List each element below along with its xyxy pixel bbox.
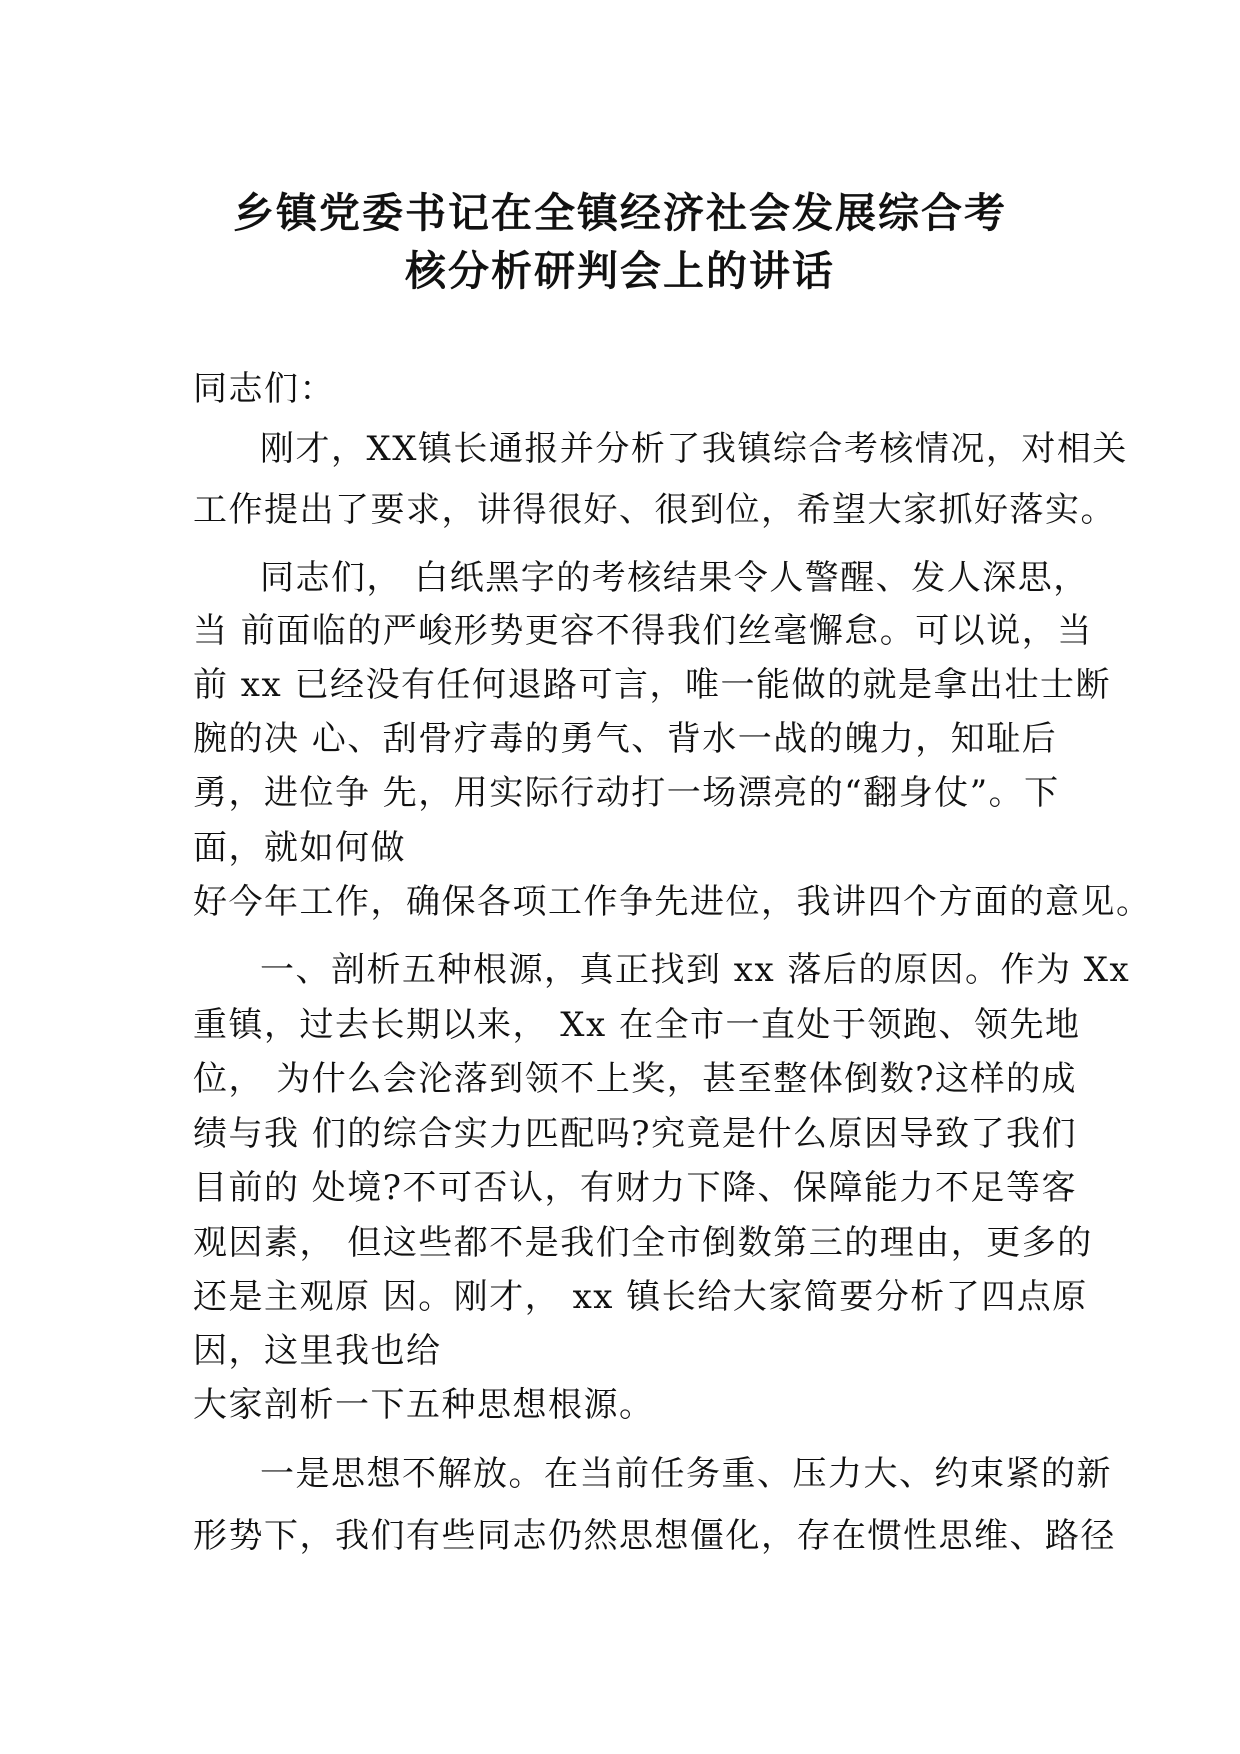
salutation: 同志们： [193, 369, 335, 409]
document-title-line-1: 乡镇党委书记在全镇经济社会发展综合考 [233, 189, 1007, 237]
paragraph-line: 工作提出了要求，讲得很好、很到位，希望大家抓好落实。 [193, 490, 1116, 530]
paragraph-line: 刚才，XX镇长通报并分析了我镇综合考核情况，对相关 [260, 429, 1128, 469]
paragraph-line: 目前的 处境?不可否认，有财力下降、保障能力不足等客 [193, 1168, 1078, 1208]
paragraph-line: 形势下，我们有些同志仍然思想僵化，存在惯性思维、路径 [193, 1516, 1116, 1556]
paragraph-line: 面，就如何做 [193, 828, 406, 868]
paragraph-line: 勇，进位争 先，用实际行动打一场漂亮的“翻身仗”。下 [193, 773, 1060, 813]
paragraph-line: 同志们， 白纸黑字的考核结果令人警醒、发人深思， [260, 558, 1089, 598]
paragraph-line: 好今年工作，确保各项工作争先进位，我讲四个方面的意见。 [193, 882, 1152, 922]
paragraph-line: 当 前面临的严峻形势更容不得我们丝毫懈怠。可以说，当 [193, 611, 1093, 651]
paragraph-line: 重镇，过去长期以来， Xx 在全市一直处于领跑、领先地 [193, 1005, 1081, 1045]
paragraph-line: 位， 为什么会沦落到领不上奖，甚至整体倒数?这样的成 [193, 1059, 1078, 1099]
section-heading-line: 一、剖析五种根源，真正找到 xx 落后的原因。作为 Xx [260, 950, 1131, 990]
paragraph-line: 观因素， 但这些都不是我们全市倒数第三的理由，更多的 [193, 1223, 1093, 1263]
paragraph-line: 腕的决 心、刮骨疗毒的勇气、背水一战的魄力，知耻后 [193, 719, 1058, 759]
document-title-line-2: 核分析研判会上的讲话 [405, 247, 835, 295]
paragraph-line: 一是思想不解放。在当前任务重、压力大、约束紧的新 [260, 1454, 1112, 1494]
paragraph-line: 绩与我 们的综合实力匹配吗?究竟是什么原因导致了我们 [193, 1114, 1078, 1154]
paragraph-line: 因，这里我也给 [193, 1331, 442, 1371]
paragraph-line: 前 xx 已经没有任何退路可言，唯一能做的就是拿出壮士断 [193, 665, 1111, 705]
paragraph-line: 大家剖析一下五种思想根源。 [193, 1385, 655, 1425]
paragraph-line: 还是主观原 因。刚才， xx 镇长给大家简要分析了四点原 [193, 1277, 1088, 1317]
